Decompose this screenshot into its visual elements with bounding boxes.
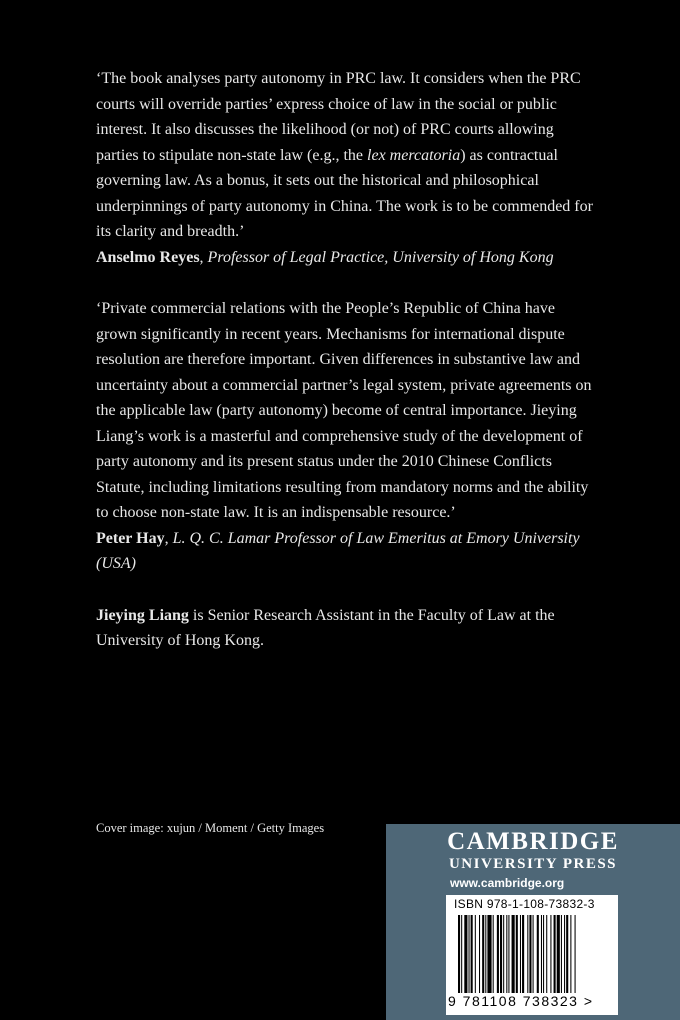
quote-1-affiliation: Professor of Legal Practice, University of Hong Kong bbox=[207, 248, 554, 266]
endorsement-quote-2: ‘Private commercial relations with the People’s Republic of China have grown significantly in recent years. Mechanisms for international dispute resolution are therefore important. Given differences in substantive law and uncertainty about a commercial partner’s legal system, private agreements on the applicable law (party autonomy) become of central importance. Jieying Liang’s work is a masterful and comprehensive study of the development of party autonomy and its present status under the 2010 Chinese Conflicts Statute, including limitations resulting from mandatory norms and the ability to choose non-state law. It is an indispensable resource.’ bbox=[96, 300, 592, 521]
barcode-bar bbox=[500, 915, 502, 993]
barcode-bar bbox=[543, 915, 544, 993]
barcode-bar bbox=[516, 915, 518, 993]
cover-image-credit: Cover image: xujun / Moment / Getty Images bbox=[96, 821, 325, 835]
barcode-bar bbox=[464, 915, 467, 993]
quote-1-author: Anselmo Reyes bbox=[96, 248, 200, 266]
quote-2-author: Peter Hay bbox=[96, 529, 165, 547]
barcode-digits: 9 781108 738323 > bbox=[448, 993, 594, 1009]
barcode-bar bbox=[487, 915, 491, 993]
endorsement-attribution-2: Peter Hay, L. Q. C. Lamar Professor of Law Emeritus at Emory University (USA) bbox=[96, 529, 580, 572]
barcode-bar bbox=[469, 915, 470, 993]
author-name: Jieying Liang bbox=[96, 606, 189, 624]
author-bio bbox=[96, 603, 596, 654]
publisher-name: CAMBRIDGE bbox=[447, 828, 619, 855]
barcode-bar bbox=[529, 915, 531, 993]
barcode-bar bbox=[475, 915, 476, 993]
barcode-bar bbox=[493, 915, 494, 993]
barcode-bar bbox=[564, 915, 565, 993]
endorsement-attribution-1: Anselmo Reyes, Professor of Legal Practice, University of Hong Kong bbox=[96, 248, 554, 266]
barcode-bar bbox=[557, 915, 560, 993]
barcode-bar bbox=[527, 915, 528, 993]
barcode-bar bbox=[546, 915, 547, 993]
barcode-bar bbox=[570, 915, 571, 993]
barcode-bar bbox=[512, 915, 515, 993]
barcode-bar bbox=[485, 915, 486, 993]
barcode-bar bbox=[575, 915, 576, 993]
author-bio-text: is Senior Research Assistant in the Faculty of Law at the University of Hong Kong. bbox=[96, 606, 555, 649]
barcode-bar bbox=[522, 915, 524, 993]
barcode-bar bbox=[471, 915, 473, 993]
publisher-subtitle: UNIVERSITY PRESS bbox=[448, 856, 618, 872]
quote-2-affiliation: L. Q. C. Lamar Professor of Law Emeritus at Emory University (USA) bbox=[96, 529, 580, 572]
barcode-bar bbox=[479, 915, 480, 993]
barcode-panel bbox=[446, 895, 618, 1015]
barcode-bar bbox=[550, 915, 551, 993]
barcode-bar bbox=[458, 915, 460, 993]
barcode-bar bbox=[461, 915, 462, 993]
isbn-label: ISBN 978-1-108-73832-3 bbox=[454, 897, 595, 911]
quote-1-text-before: ‘The book analyses party autonomy in PRC law. It considers when the PRC courts will override parties’ express choice of law in the social or public interest. It also discusses the likelihood (or not) of PRC courts allowing parties to stipulate non-state law (e.g., the bbox=[96, 70, 581, 164]
quote-1-text-after: ) as contractual governing law. As a bonus, it sets out the historical and philosophical underpinnings of party autonomy in China. The work is to be commended for its clarity and breadth.’ bbox=[96, 146, 593, 240]
publisher-panel bbox=[386, 824, 680, 1020]
barcode-bar bbox=[497, 915, 499, 993]
barcode-bar bbox=[520, 915, 521, 993]
quote-1-italic: lex mercatoria bbox=[367, 146, 461, 164]
barcode-bars bbox=[458, 915, 606, 993]
publisher-url: www.cambridge.org bbox=[450, 876, 565, 890]
barcode-bar bbox=[561, 915, 562, 993]
barcode-bar bbox=[533, 915, 534, 993]
barcode-bar bbox=[506, 915, 507, 993]
barcode-bar bbox=[482, 915, 484, 993]
barcode-bar bbox=[541, 915, 542, 993]
barcode-bar bbox=[566, 915, 568, 993]
barcode-bar bbox=[537, 915, 539, 993]
barcode-bar bbox=[508, 915, 509, 993]
endorsement-quote-1 bbox=[96, 66, 596, 245]
barcode-bar bbox=[503, 915, 504, 993]
barcode-bar bbox=[554, 915, 556, 993]
back-cover-text bbox=[96, 66, 596, 654]
